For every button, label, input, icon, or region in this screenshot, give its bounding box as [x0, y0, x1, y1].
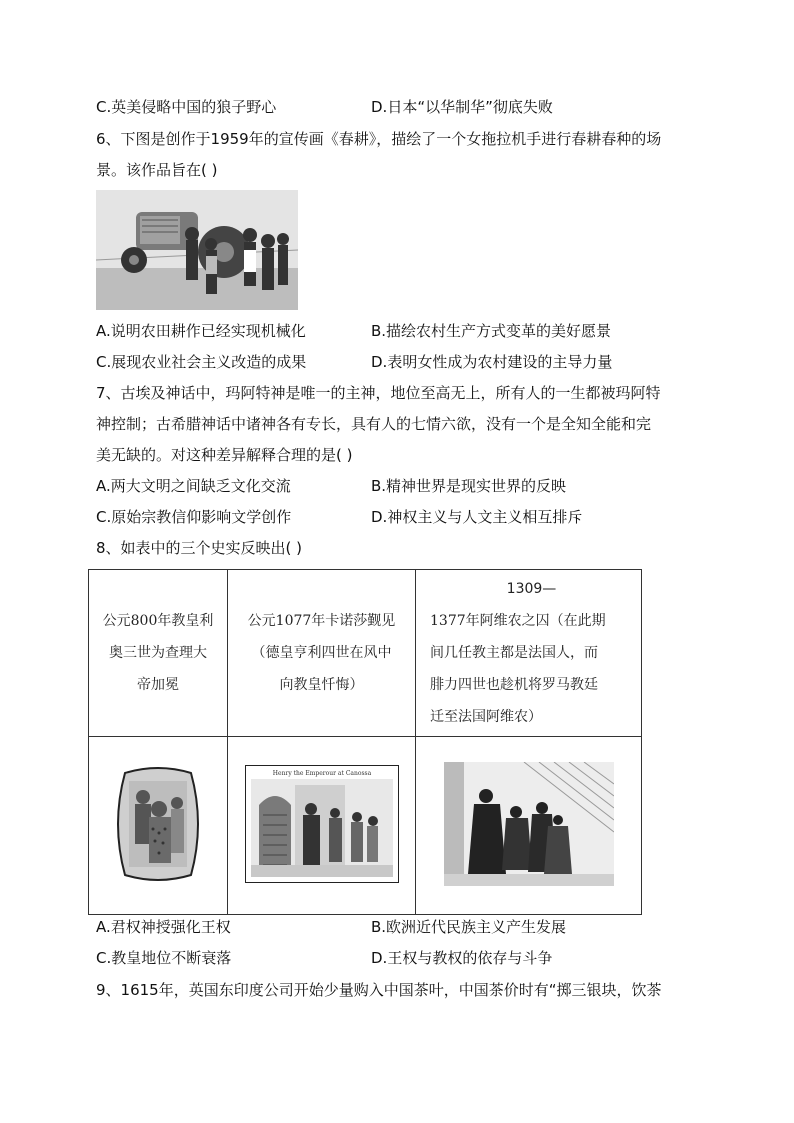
q6-option-d: D.表明女性成为农村建设的主导力量 — [371, 353, 613, 371]
table-cell-avignon — [416, 570, 642, 737]
history-events-table — [88, 569, 642, 915]
option-d-prev: D.日本“以华制华”彻底失败 — [371, 98, 553, 116]
cell3-line3: 间几任教主都是法国人，而 — [430, 645, 598, 661]
q6-option-b: B.描绘农村生产方式变革的美好愿景 — [371, 322, 612, 340]
q8-option-b: B.欧洲近代民族主义产生发展 — [371, 918, 567, 936]
table-image-row — [89, 737, 642, 915]
q6-option-c: C.展现农业社会主义改造的成果 — [96, 353, 307, 371]
table-image-cell-1 — [89, 737, 228, 915]
cell2-line2: （德皇亨利四世在风中 — [251, 645, 392, 661]
coronation-miniature-image — [115, 767, 201, 881]
q8-stem: 8、如表中的三个史实反映出( ) — [96, 539, 303, 557]
q7-stem-line2: 神控制；古希腊神话中诸神各有专长，具有人的七情六欲，没有一个是全知全能和完 — [96, 415, 652, 433]
cell3-line4: 腓力四世也趁机将罗马教廷 — [430, 677, 598, 693]
cell1-line1: 公元800年教皇利 — [102, 613, 214, 629]
table-image-cell-2 — [228, 737, 416, 915]
q7-stem-line3: 美无缺的。对这种差异解释合理的是( ) — [96, 446, 353, 464]
q7-stem-line1: 7、古埃及神话中，玛阿特神是唯一的主神，地位至高无上，所有人的一生都被玛阿特 — [96, 384, 661, 402]
option-c-prev: C.英美侵略中国的狼子野心 — [96, 98, 277, 116]
cell1-line3: 帝加冕 — [137, 677, 179, 693]
q8-option-c: C.教皇地位不断衰落 — [96, 949, 232, 967]
table-image-cell-3 — [416, 737, 642, 915]
cell3-line2: 1377年阿维农之囚（在此期 — [430, 613, 606, 629]
q6-stem-line2: 景。该作品旨在( ) — [96, 161, 218, 179]
q9-stem-line1: 9、1615年，英国东印度公司开始少量购入中国茶叶，中国茶价时有“掷三银块，饮茶 — [96, 981, 662, 999]
cell3-line1: 1309— — [506, 581, 557, 597]
cell2-line1: 公元1077年卡诺莎觐见 — [247, 613, 396, 629]
q7-option-d: D.神权主义与人文主义相互排斥 — [371, 508, 583, 526]
q7-option-c: C.原始宗教信仰影响文学创作 — [96, 508, 292, 526]
engraving-caption: Henry the Emperour at Canossa — [272, 769, 371, 777]
tractor-illustration — [96, 190, 298, 310]
table-text-row — [89, 570, 642, 737]
q8-option-a: A.君权神授强化王权 — [96, 918, 231, 936]
q7-option-a: A.两大文明之间缺乏文化交流 — [96, 477, 291, 495]
q6-option-a: A.说明农田耕作已经实现机械化 — [96, 322, 306, 340]
table-cell-charlemagne — [89, 570, 228, 737]
cell1-line2: 奥三世为查理大 — [109, 645, 207, 661]
q7-option-b: B.精神世界是现实世界的反映 — [371, 477, 567, 495]
q8-option-d: D.王权与教权的依存与斗争 — [371, 949, 553, 967]
canossa-engraving-image — [245, 765, 399, 883]
table-cell-canossa — [228, 570, 416, 737]
cell2-line3: 向教皇忏悔） — [279, 677, 364, 693]
spring-plowing-poster-image — [96, 190, 298, 310]
avignon-engraving-image — [444, 762, 614, 886]
cell3-line5: 迁至法国阿维农） — [430, 709, 542, 725]
q6-stem-line1: 6、下图是创作于1959年的宣传画《春耕》，描绘了一个女拖拉机手进行春耕春种的场 — [96, 130, 662, 148]
